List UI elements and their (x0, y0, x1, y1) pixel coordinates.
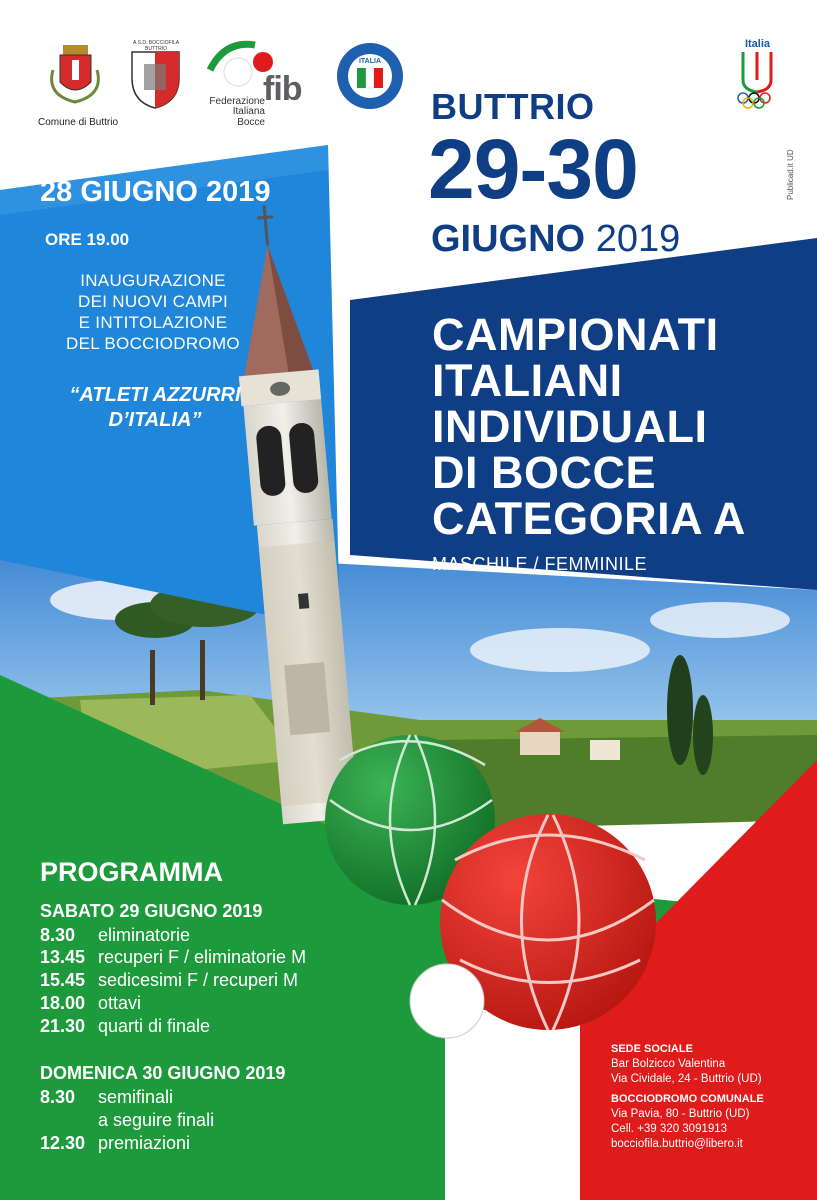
schedule-label: semifinali (98, 1087, 174, 1107)
designer-credit: Publicad.it UD (786, 149, 795, 200)
fib-federation-line-1: Federazione (209, 96, 265, 107)
fib-federation-line-2: Italiana Bocce (232, 106, 265, 128)
event-month (431, 218, 680, 261)
inauguration-line: DEL BOCCIODROMO (66, 334, 240, 353)
schedule-label: recuperi F / eliminatorie M (98, 947, 307, 967)
championship-title-line: ITALIANI (432, 355, 623, 406)
inauguration-line: INAUGURAZIONE (80, 271, 226, 290)
association-inner-label: ITALIA (358, 58, 382, 65)
pallino-ball (410, 964, 484, 1038)
schedule-row (40, 970, 298, 993)
city-title: BUTTRIO (431, 86, 595, 127)
event-dates: 29-30 (428, 122, 638, 216)
schedule-time: 15.45 (40, 970, 86, 990)
schedule-label: a seguire finali (98, 1110, 215, 1130)
championship-title-line: CATEGORIA A (432, 493, 746, 544)
sede-sociale-line: Bar Bolzicco Valentina (611, 1058, 726, 1070)
bocciodromo-email: bocciofila.buttrio@libero.it (611, 1138, 743, 1150)
schedule-row (40, 993, 141, 1016)
championship-title-line: DI BOCCE (432, 447, 657, 498)
schedule-time: 13.45 (40, 947, 86, 967)
fib-wordmark: fib (263, 70, 302, 108)
event-month-name: GIUGNO (431, 218, 586, 260)
inauguration-date: 28 GIUGNO 2019 (40, 176, 271, 208)
championship-subtitle: MASCHILE / FEMMINILE (432, 554, 648, 574)
logo-asd (128, 40, 183, 110)
schedule-label: premiazioni (98, 1133, 191, 1153)
logo-fib (205, 40, 325, 128)
inauguration-time: ORE 19.00 (45, 230, 130, 249)
day-title-saturday: SABATO 29 GIUGNO 2019 (40, 901, 263, 921)
schedule-label: quarti di finale (98, 1016, 211, 1036)
schedule-time: 18.00 (40, 993, 86, 1013)
schedule-row (40, 947, 306, 970)
inauguration-line: E INTITOLAZIONE (78, 313, 228, 332)
programma-title: PROGRAMMA (40, 857, 223, 887)
sede-sociale-line: Via Cividale, 24 - Buttrio (UD) (611, 1073, 762, 1085)
schedule-label: ottavi (98, 993, 142, 1013)
championship-title-line: CAMPIONATI (432, 309, 719, 360)
schedule-time: 12.30 (40, 1133, 86, 1153)
schedule-row (40, 1087, 173, 1110)
sede-sociale-title: SEDE SOCIALE (611, 1043, 693, 1055)
association-seal-icon (336, 42, 404, 110)
schedule-row (40, 1016, 210, 1039)
schedule-label: sedicesimi F / recuperi M (98, 970, 299, 990)
comune-crest-icon (38, 40, 113, 110)
championship-title-line: INDIVIDUALI (432, 401, 708, 452)
bocciodromo-phone: Cell. +39 320 3091913 (611, 1123, 728, 1135)
logo-comune (38, 40, 119, 128)
schedule-time: 8.30 (40, 925, 76, 945)
asd-label: A.S.D. BOCCIOFILA BUTTRIO (132, 40, 180, 52)
bocciodromo-name: D’ITALIA” (108, 409, 202, 431)
schedule-row (40, 1133, 190, 1156)
white-strip (445, 1010, 600, 1200)
bocciodromo-name: “ATLETI AZZURRI (69, 384, 241, 406)
schedule-time: 8.30 (40, 1087, 76, 1107)
coni-italia-word: Italia (744, 38, 771, 50)
schedule-time: 21.30 (40, 1016, 86, 1036)
schedule-label: eliminatorie (98, 925, 191, 945)
schedule-row (40, 1110, 214, 1133)
logo-association (336, 42, 404, 110)
bocciodromo-title: BOCCIODROMO COMUNALE (611, 1093, 764, 1105)
logo-coni (735, 38, 785, 113)
bocciodromo-address: Via Pavia, 80 - Buttrio (UD) (611, 1108, 750, 1120)
inauguration-line: DEI NUOVI CAMPI (78, 292, 228, 311)
coni-olympic-rings-icon (735, 50, 783, 110)
day-title-sunday: DOMENICA 30 GIUGNO 2019 (40, 1063, 286, 1083)
event-year: 2019 (595, 218, 681, 260)
comune-label: Comune di Buttrio (38, 117, 119, 128)
schedule-row (40, 925, 190, 948)
